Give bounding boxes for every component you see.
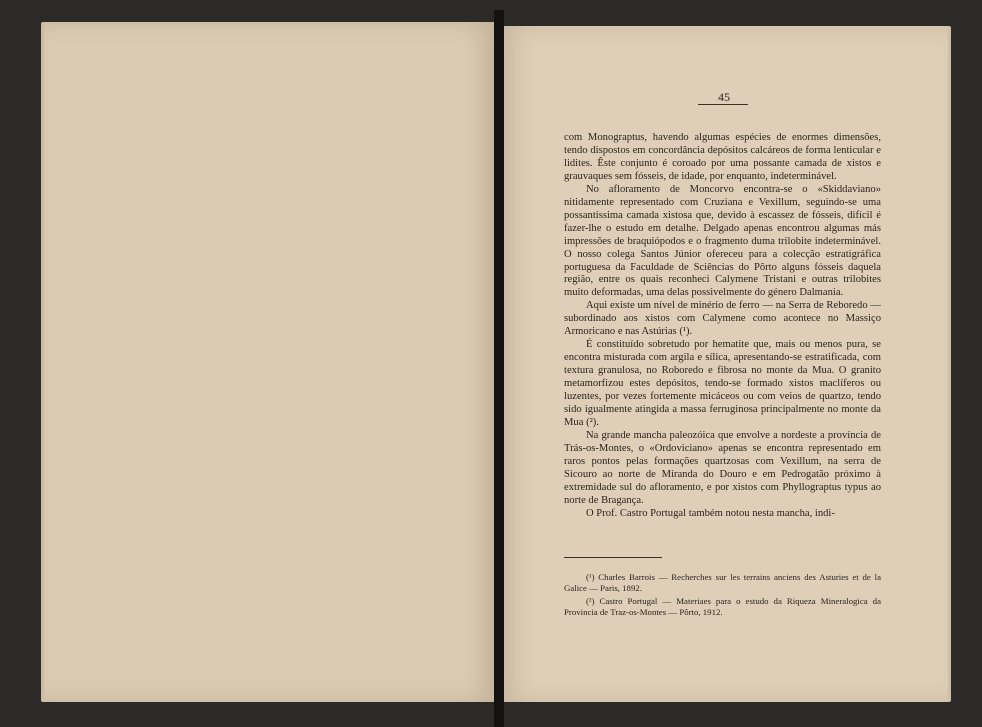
paragraph: O Prof. Castro Portugal também notou nesta mancha, indi-: [586, 507, 835, 519]
paragraph: Aqui existe um nível de minério de ferro — na Serra de Reboredo — subordinado aos xistos com Calymene como acontece no Massiço Armoricano e nas Astúrias (¹).: [564, 300, 881, 338]
body-text: [564, 132, 881, 521]
book-gutter: [494, 10, 504, 727]
footnotes: [564, 572, 881, 620]
paragraph: No afloramento de Moncorvo encontra-se o «Skiddaviano» nitidamente representado com Cruziana e Vexillum, seguindo-se uma possantíssima camada xistosa que, devido à escassez de fósseis, difícil é fazer-lhe o estudo em detalhe. Delgado apenas encontrou algumas más impressões de braquiópodos e o fragmento duma trilobite indeterminável. O nosso colega Santos Júnior ofereceu para a colecção estratigráfica portuguesa da Faculdade de Sciências do Pôrto alguns fósseis daquela região, entre os quais reconheci Calymene Tristani e outras trilobites muito deformadas, uma delas possìvelmente do género Dalmania.: [564, 183, 881, 299]
paragraph: É constituído sobretudo por hematite que, mais ou menos pura, se encontra misturada com argila e sílica, apresentando-se estratificada, com textura granulosa, no Roboredo e fibrosa no monte da Mua. O granito metamorfizou estes depósitos, tendo-se formado xistos maclíferos ou luzentes, por vezes fortemente micáceos ou com veios de quartzo, tendo sido igualmente atingida a massa ferruginosa principalmente no monte da Mua (²).: [564, 339, 881, 428]
footnote-rule: [564, 557, 662, 558]
page-number: 45: [718, 90, 730, 104]
footnote: (¹) Charles Barrois — Recherches sur les terrains anciens des Asturies et de la Galice — Paris, 1892.: [564, 572, 881, 593]
paragraph: com Monograptus, havendo algumas espécies de enormes dimensões, tendo dispostos em concordância depósitos calcáreos de forma lenticular e lidites. Êste conjunto é coroado por uma possante camada de xistos e grauvaques sem fósseis, de idade, por enquanto, indeterminável.: [564, 132, 881, 182]
left-page-blank: [44, 22, 496, 702]
page-number-rule: [698, 104, 748, 105]
footnote: (²) Castro Portugal — Materiaes para o estudo da Riqueza Mineralogica da Provincia de Traz-os-Montes — Pôrto, 1912.: [564, 596, 881, 617]
paragraph: Na grande mancha paleozóica que envolve a nordeste a província de Trás-os-Montes, o «Ordoviciano» apenas se encontra representado em raros pontos pelas formações quartzosas com Vexillum, na serra de Sicouro ao norte de Miranda do Douro e em Pedrogatão próximo à extremidade sul do afloramento, e por xistos com Phyllograptus typus ao norte de Bragança.: [564, 429, 881, 506]
